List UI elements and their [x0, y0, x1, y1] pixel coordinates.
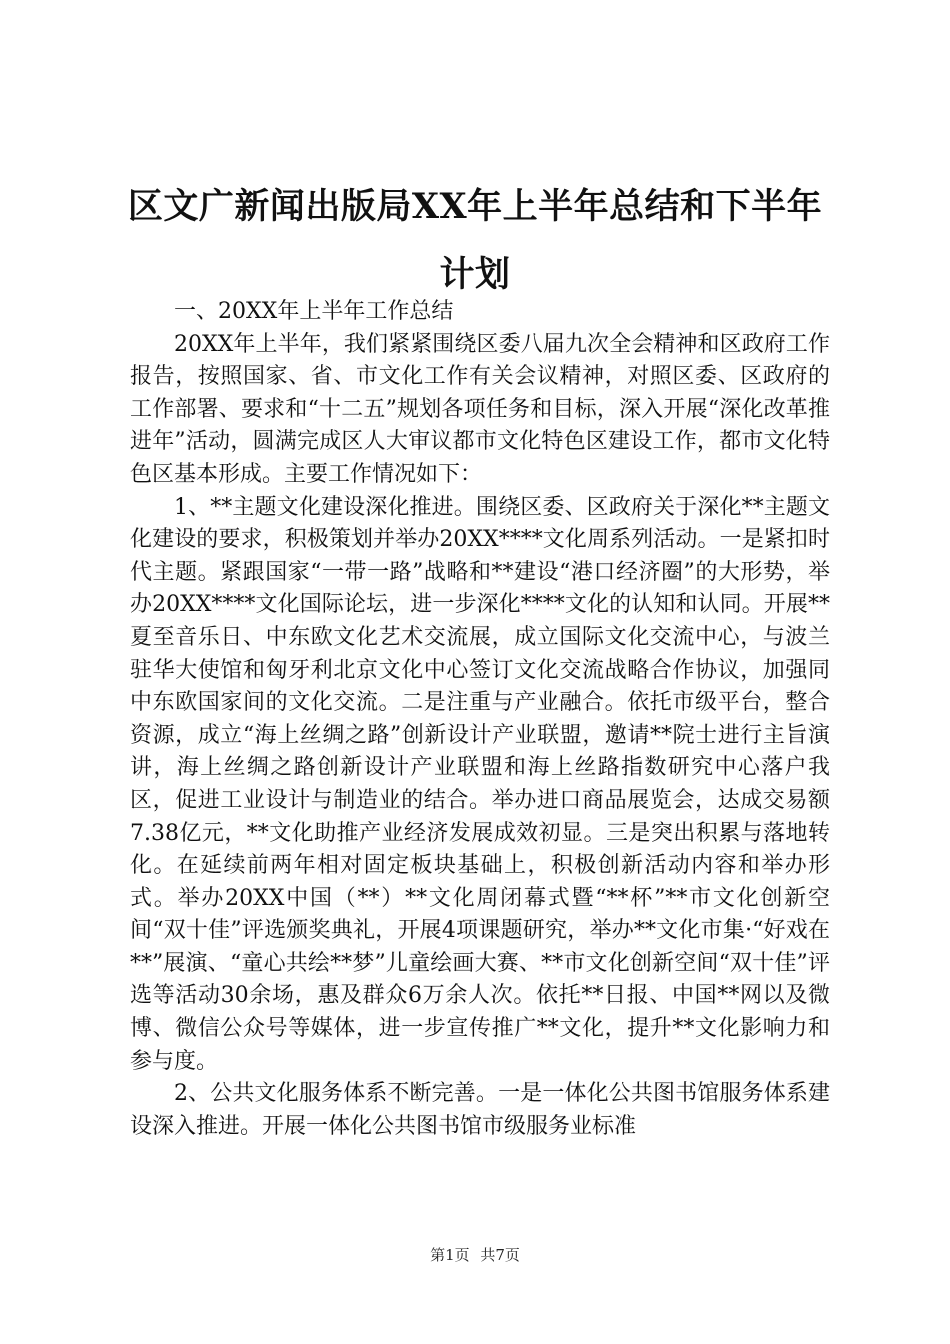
paragraph-item-2: 2、公共文化服务体系不断完善。一是一体化公共图书馆服务体系建设深入推进。开展一体化公共图书馆市级服务业标准	[130, 1081, 830, 1139]
page-footer	[0, 1244, 950, 1265]
section-heading: 一、20XX年上半年工作总结	[174, 299, 454, 324]
paragraph-item-1: 1、**主题文化建设深化推进。围绕区委、区政府关于深化**主题文化建设的要求，积极策划并举办20XX****文化周系列活动。一是紧扣时代主题。紧跟国家“一带一路”战略和**建设“港口经济圈”的大形势，举办20XX****文化国际论坛，进一步深化****文化的认知和认同。开展**夏至音乐日、中东欧文化艺术交流展，成立国际文化交流中心，与波兰驻华大使馆和匈牙利北京文化中心签订文化交流战略合作协议，加强同中东欧国家间的文化交流。二是注重与产业融合。依托市级平台，整合资源，成立“海上丝绸之路”创新设计产业联盟，邀请**院士进行主旨演讲，海上丝绸之路创新设计产业联盟和海上丝路指数研究中心落户我区，促进工业设计与制造业的结合。举办进口商品展览会，达成交易额7.38亿元，**文化助推产业经济发展成效初显。三是突出积累与落地转化。在延续前两年相对固定板块基础上，积极创新活动内容和举办形式。举办20XX中国（**）**文化周闭幕式暨“**杯”**市文化创新空间“双十佳”评选颁奖典礼，开展4项课题研究，举办**文化市集·“好戏在**”展演、“童心共绘**梦”儿童绘画大赛、**市文化创新空间“双十佳”评选等活动30余场，惠及群众6万余人次。依托**日报、中国**网以及微博、微信公众号等媒体，进一步宣传推广**文化，提升**文化影响力和参与度。	[130, 494, 830, 1074]
document-body	[130, 296, 830, 1143]
page-number: 第1页	[430, 1246, 470, 1264]
paragraph-intro: 20XX年上半年，我们紧紧围绕区委八届九次全会精神和区政府工作报告，按照国家、省、市文化工作有关会议精神，对照区委、区政府的工作部署、要求和“十二五”规划各项任务和目标，深入开展“深化改革推进年”活动，圆满完成区人大审议都市文化特色区建设工作，都市文化特色区基本形成。主要工作情况如下：	[130, 331, 830, 487]
document-title: 区文广新闻出版局XX年上半年总结和下半年计划	[127, 186, 823, 296]
page-total: 共7页	[480, 1246, 520, 1264]
